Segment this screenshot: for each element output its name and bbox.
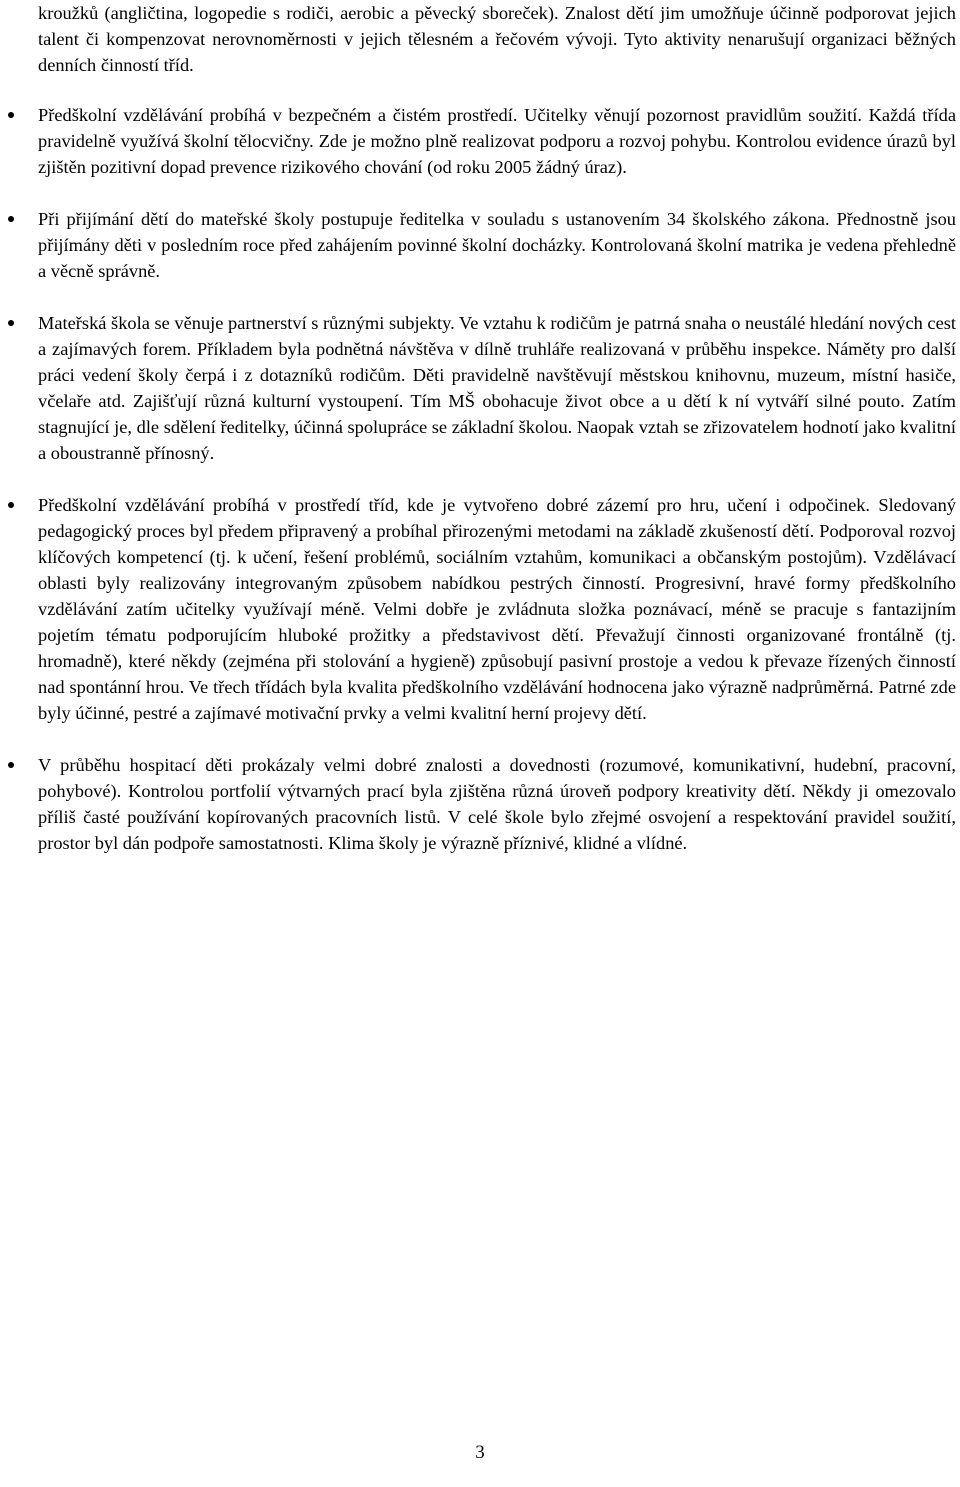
bullet-list <box>38 102 956 856</box>
bullet-item-safety <box>38 102 956 180</box>
bullet-item-education <box>38 492 956 726</box>
bullet-dot-icon <box>8 762 14 768</box>
bullet-dot-icon <box>8 320 14 326</box>
bullet-dot-icon <box>8 112 14 118</box>
bullet-text: V průběhu hospitací děti prokázaly velmi dobré znalosti a dovednosti (rozumové, komunikativní, hudební, pracovní, pohybové). Kontrolou portfolií výtvarných prací byla zjištěna různá úroveň podpory kreativity dětí. Někdy ji omezovalo příliš časté používání kopírovaných pracovních listů. V celé škole bylo zřejmé osvojení a respektování pravidel soužití, prostor byl dán podpoře samostatnosti. Klima školy je výrazně příznivé, klidné a vlídné. <box>38 755 956 853</box>
bullet-item-admission <box>38 206 956 284</box>
bullet-dot-icon <box>8 216 14 222</box>
bullet-text: Předškolní vzdělávání probíhá v bezpečném a čistém prostředí. Učitelky věnují pozornost pravidlům soužití. Každá třída pravidelně využívá školní tělocvičny. Zde je možno plně realizovat podporu a rozvoj pohybu. Kontrolou evidence úrazů byl zjištěn pozitivní dopad prevence rizikového chování (od roku 2005 žádný úraz). <box>38 105 956 177</box>
bullet-text: Předškolní vzdělávání probíhá v prostředí tříd, kde je vytvořeno dobré zázemí pro hru, učení i odpočinek. Sledovaný pedagogický proces byl předem připravený a probíhal přirozenými metodami na základě zkušeností dětí. Podporoval rozvoj klíčových kompetencí (tj. k učení, řešení problémů, sociálním vztahům, komunikaci a občanským postojům). Vzdělávací oblasti byly realizovány integrovaným způsobem nabídkou pestrých činností. Progresivní, hravé formy předškolního vzdělávání zatím učitelky využívají méně. Velmi dobře je zvládnuta složka poznávací, méně se pracuje s fantazijním pojetím tématu podporujícím hluboké prožitky a představivost dětí. Převažují činnosti organizované frontálně (tj. hromadně), které někdy (zejména při stolování a hygieně) způsobují pasivní prostoje a vedou k převaze řízených činností nad spontánní hrou. Ve třech třídách byla kvalita předškolního vzdělávání hodnocena jako výrazně nadprůměrná. Patrné zde byly účinné, pestré a zajímavé motivační prvky a velmi kvalitní herní projevy dětí. <box>38 495 956 723</box>
bullet-text: Při přijímání dětí do mateřské školy postupuje ředitelka v souladu s ustanovením 34 školského zákona. Přednostně jsou přijímány děti v posledním roce před zahájením povinné školní docházky. Kontrolovaná školní matrika je vedena přehledně a věcně správně. <box>38 209 956 281</box>
bullet-dot-icon <box>8 502 14 508</box>
bullet-item-outcomes <box>38 752 956 856</box>
lead-paragraph: kroužků (angličtina, logopedie s rodiči, aerobic a pěvecký sboreček). Znalost dětí jim umožňuje účinně podporovat jejich talent či kompenzovat nerovnoměrnosti v jejich tělesném a řečovém vývoji. Tyto aktivity nenarušují organizaci běžných denních činností tříd. <box>38 3 956 75</box>
page-number: 3 <box>475 1442 485 1463</box>
bullet-text: Mateřská škola se věnuje partnerství s různými subjekty. Ve vztahu k rodičům je patrná snaha o neustálé hledání nových cest a zajímavých forem. Příkladem byla podnětná návštěva v dílně truhláře realizovaná v průběhu inspekce. Náměty pro další práci vedení školy čerpá i z dotazníků rodičům. Děti pravidelně navštěvují městskou knihovnu, muzeum, místní hasiče, včelaře atd. Zajišťují různá kulturní vystoupení. Tím MŠ obohacuje život obce a u dětí k ní vytváří silné pouto. Zatím stagnující je, dle sdělení ředitelky, účinná spolupráce se základní školou. Naopak vztah se zřizovatelem hodnotí jako kvalitní a oboustranně přínosný. <box>38 313 956 463</box>
bullet-item-partnership <box>38 310 956 466</box>
document-body <box>38 0 956 882</box>
